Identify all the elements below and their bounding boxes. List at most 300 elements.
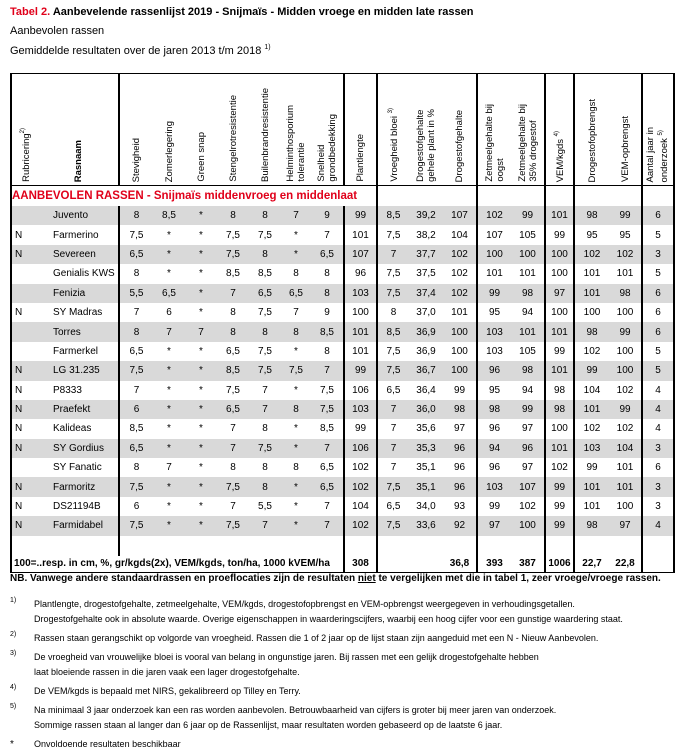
value-cell: 7	[324, 229, 330, 241]
value-cell: 96	[477, 458, 511, 477]
value-cell: *	[185, 206, 217, 225]
value-cell: 37,0	[416, 307, 436, 319]
value-cell: 9	[311, 206, 344, 225]
value-cell: 99	[545, 516, 574, 535]
section-header-row	[11, 186, 674, 207]
col-ds-opbrengst: Drogestofopbrengst	[574, 74, 609, 186]
rasnaam-cell: Genialis KWS	[53, 268, 115, 280]
ref-plantlengte: 308	[344, 556, 377, 573]
footnote-mark: 2)	[10, 631, 17, 638]
value-cell: 7,5	[249, 361, 281, 380]
value-cell: *	[185, 400, 217, 419]
value-cell: 101	[574, 497, 609, 516]
value-cell: 101	[344, 225, 377, 244]
value-cell: 6	[166, 307, 172, 319]
table-row	[11, 342, 674, 361]
header-row	[11, 74, 674, 186]
spacer-row	[11, 536, 674, 556]
value-cell: 7,5	[258, 229, 272, 241]
value-cell: 7	[293, 307, 299, 319]
value-cell: 100	[616, 501, 634, 513]
value-cell: 105	[519, 345, 536, 357]
value-cell: 9	[324, 307, 330, 319]
value-cell: *	[199, 307, 203, 319]
footnote-mark: 1)	[10, 597, 17, 604]
footnote-mark: 3)	[10, 650, 17, 657]
value-cell: 104	[451, 229, 468, 241]
value-cell: 6,5	[249, 284, 281, 303]
value-cell: 102	[574, 245, 609, 264]
value-cell: 37,5	[416, 268, 436, 280]
value-cell: 98	[477, 400, 511, 419]
value-cell: 94	[477, 439, 511, 458]
table-label: Tabel 2.	[10, 6, 51, 18]
value-cell: 7	[166, 462, 172, 474]
value-cell: 7	[153, 322, 185, 341]
table-row	[11, 419, 674, 438]
value-cell: 6,5	[320, 462, 334, 474]
value-cell: 7,5	[377, 284, 409, 303]
value-cell: 99	[477, 497, 511, 516]
col-helminthosporium: Helminthosporium tolerantie	[281, 74, 311, 186]
value-cell: 94	[521, 384, 534, 396]
value-cell: 99	[344, 361, 377, 380]
rasnaam-cell: SY Fanatic	[53, 462, 102, 474]
value-cell: 8	[377, 303, 409, 322]
value-cell: 98	[511, 284, 545, 303]
value-cell: 98	[545, 400, 574, 419]
value-cell: 8	[281, 400, 311, 419]
col-aantal-jaar: Aantal jaar in onderzoek $^{5)}$	[642, 74, 674, 186]
value-cell: 8,5	[153, 206, 185, 225]
value-cell: 7	[311, 439, 344, 458]
period-label: Gemiddelde resultaten over de jaren 2013 t/m 2018	[10, 45, 262, 57]
value-cell: 102	[574, 342, 609, 361]
value-cell: *	[167, 229, 171, 241]
value-cell: 8	[262, 462, 268, 474]
table-row	[11, 439, 674, 458]
value-cell: 3	[642, 477, 674, 496]
value-cell: 98	[574, 322, 609, 341]
value-cell: 96	[443, 477, 477, 496]
value-cell: 95	[619, 229, 631, 241]
value-cell: 101	[545, 439, 574, 458]
rubricering-cell	[11, 342, 39, 361]
value-cell: 99	[511, 206, 545, 225]
table-row	[11, 458, 674, 477]
rubricering-cell: N	[11, 245, 39, 264]
value-cell: 102	[574, 419, 609, 438]
table-row	[11, 322, 674, 341]
value-cell: *	[167, 268, 171, 280]
value-cell: 6,5	[226, 345, 240, 357]
value-cell: 8	[249, 206, 281, 225]
rubricering-cell: N	[11, 381, 39, 400]
footnote-mark: *	[10, 739, 14, 750]
value-cell: 7,5	[377, 477, 409, 496]
value-cell: 104	[574, 381, 609, 400]
value-cell: 96	[511, 439, 545, 458]
rasnaam-cell: Fenizia	[39, 284, 119, 303]
value-cell: 4	[642, 381, 674, 400]
value-cell: 98	[545, 381, 574, 400]
value-cell: 8,5	[226, 268, 240, 280]
value-cell: 98	[609, 284, 642, 303]
value-cell: 96	[477, 361, 511, 380]
value-cell: 8,5	[320, 423, 334, 435]
value-cell: 99	[453, 384, 466, 396]
value-cell: 35,1	[409, 477, 443, 496]
value-cell: 35,1	[416, 462, 436, 474]
rasnaam-cell: LG 31.235	[39, 361, 119, 380]
value-cell: 102	[616, 423, 634, 435]
value-cell: 8	[293, 462, 299, 474]
value-cell: 7,5	[217, 516, 249, 535]
value-cell: *	[281, 439, 311, 458]
value-cell: 7,5	[377, 225, 409, 244]
value-cell: 4	[642, 400, 674, 419]
footnote-ref: 1)	[264, 44, 271, 51]
col-vem-opbrengst: VEM-opbrengst	[609, 74, 642, 186]
rubricering-cell: N	[11, 303, 39, 322]
value-cell: 7	[311, 516, 344, 535]
value-cell: 98	[574, 516, 609, 535]
value-cell: 8	[230, 307, 236, 319]
value-cell: 99	[609, 322, 642, 341]
value-cell: *	[199, 423, 203, 435]
value-cell: 8	[324, 345, 330, 357]
value-cell: 104	[609, 439, 642, 458]
value-cell: 99	[344, 206, 377, 225]
value-cell: 36,4	[416, 384, 436, 396]
value-cell: 6	[642, 322, 674, 341]
rasnaam-cell: Praefekt	[39, 400, 119, 419]
value-cell: 5	[642, 264, 674, 283]
table-row	[11, 303, 674, 322]
table-row	[11, 477, 674, 496]
value-cell: 100	[477, 245, 511, 264]
value-cell: 96	[453, 462, 466, 474]
value-cell: 33,6	[409, 516, 443, 535]
value-cell: 107	[511, 477, 545, 496]
value-cell: 7,5	[377, 516, 409, 535]
ref-drogestofgehalte: 36,8	[443, 556, 477, 573]
value-cell: 8	[293, 268, 299, 280]
value-cell: 7,5	[119, 516, 153, 535]
col-builenbrand: Builenbrandresistentie	[249, 74, 281, 186]
col-ds-plant: Drogestofgehalte gehele plant in %	[409, 74, 443, 186]
value-cell: 7	[377, 458, 409, 477]
col-zetmeel-oogst: Zetmeelgehalte bij oogst	[477, 74, 511, 186]
value-cell: *	[153, 400, 185, 419]
value-cell: 36,7	[409, 361, 443, 380]
footnote-mark: 5)	[10, 703, 17, 710]
value-cell: 35,3	[409, 439, 443, 458]
table-row	[11, 245, 674, 264]
value-cell: 7	[249, 516, 281, 535]
value-cell: *	[167, 345, 171, 357]
col-green-snap: Green snap	[185, 74, 217, 186]
value-cell: 6	[119, 400, 153, 419]
value-cell: 6,5	[119, 342, 153, 361]
value-cell: 7	[377, 439, 409, 458]
value-cell: 8	[249, 245, 281, 264]
value-cell: 97	[545, 284, 574, 303]
value-cell: *	[281, 477, 311, 496]
col-stevigheid: Stevigheid	[119, 74, 153, 186]
table-row	[11, 497, 674, 516]
value-cell: 102	[519, 501, 536, 513]
value-cell: 7	[377, 245, 409, 264]
value-cell: 7,5	[249, 439, 281, 458]
value-cell: *	[294, 423, 298, 435]
value-cell: 100	[616, 307, 634, 319]
value-cell: 101	[616, 268, 634, 280]
value-cell: 7,5	[377, 361, 409, 380]
value-cell: 8	[119, 264, 153, 283]
value-cell: 7,5	[217, 245, 249, 264]
value-cell: 37,4	[409, 284, 443, 303]
col-zetmeel-35: Zetmeelgehalte bij 35% drogestof	[511, 74, 545, 186]
footnote-text: Drogestofgehalte ook in absolute waarde. Overige eigenschappen in waarderingscijfers, waarbij een hoog cijfer voor een gunstige waardering staat.	[34, 614, 623, 624]
value-cell: 8,5	[119, 419, 153, 438]
value-cell: 6	[642, 303, 674, 322]
col-zomerlegering: Zomerlegering	[153, 74, 185, 186]
table-body	[11, 206, 674, 536]
footnote-text: Rassen staan gerangschikt op volgorde van vroegheid. Rassen die 1 of 2 jaar op de lijst staan zijn aangeduid met een N - Nieuw Aanbevolen.	[34, 633, 599, 643]
footnote-text: De VEM/kgds is bepaald met NIRS, gekalibreerd op Tilley en Terry.	[34, 686, 301, 696]
value-cell: 98	[511, 361, 545, 380]
value-cell: *	[153, 477, 185, 496]
value-cell: 8	[249, 322, 281, 341]
value-cell: 8	[262, 423, 268, 435]
value-cell: 5	[642, 361, 674, 380]
value-cell: *	[199, 229, 203, 241]
col-vroegheid: Vroegheid bloei $^{3)}$	[377, 74, 409, 186]
value-cell: 102	[344, 477, 377, 496]
value-cell: 97	[521, 462, 534, 474]
value-cell: 99	[511, 400, 545, 419]
rubricering-cell	[11, 284, 39, 303]
value-cell: 100	[545, 264, 574, 283]
value-cell: 7	[217, 439, 249, 458]
value-cell: 7,5	[258, 345, 272, 357]
value-cell: 34,0	[416, 501, 436, 513]
value-cell: 97	[453, 423, 466, 435]
rasnaam-cell: Farmerino	[53, 229, 99, 241]
reference-label: 100=..resp. in cm, %, gr/kgds(2x), VEM/kgds, ton/ha, 1000 kVEM/ha	[11, 556, 344, 573]
value-cell: 95	[477, 303, 511, 322]
value-cell: 100	[443, 322, 477, 341]
value-cell: *	[185, 516, 217, 535]
value-cell: 7	[230, 423, 236, 435]
value-cell: 7	[217, 284, 249, 303]
value-cell: 4	[642, 516, 674, 535]
rasnaam-cell: Farmidabel	[39, 516, 119, 535]
value-cell: 7,5	[226, 229, 240, 241]
value-cell: 100	[451, 345, 468, 357]
nb-emphasis: niet	[357, 573, 376, 584]
value-cell: 36,9	[416, 345, 436, 357]
value-cell: 37,7	[409, 245, 443, 264]
value-cell: 8	[324, 268, 330, 280]
value-cell: 7	[377, 400, 409, 419]
table-row	[11, 361, 674, 380]
value-cell: *	[167, 384, 171, 396]
value-cell: 99	[545, 342, 574, 361]
value-cell: 101	[609, 477, 642, 496]
rubricering-cell: N	[11, 361, 39, 380]
value-cell: 103	[477, 477, 511, 496]
table-row	[11, 516, 674, 535]
rasnaam-cell: Juvento	[39, 206, 119, 225]
col-vem-kgds: VEM/kgds $^{4)}$	[545, 74, 574, 186]
value-cell: *	[185, 361, 217, 380]
value-cell: *	[153, 245, 185, 264]
value-cell: 6,5	[119, 439, 153, 458]
value-cell: 5,5	[258, 501, 272, 513]
value-cell: 99	[609, 206, 642, 225]
table-row	[11, 284, 674, 303]
value-cell: 39,2	[409, 206, 443, 225]
value-cell: 96	[443, 439, 477, 458]
value-cell: 93	[453, 501, 466, 513]
value-cell: 99	[477, 284, 511, 303]
value-cell: 107	[344, 245, 377, 264]
value-cell: 7	[119, 303, 153, 322]
value-cell: 7,5	[311, 400, 344, 419]
value-cell: 7	[281, 206, 311, 225]
rubricering-cell: N	[11, 225, 39, 244]
value-cell: 101	[451, 307, 468, 319]
value-cell: *	[294, 345, 298, 357]
value-cell: 3	[642, 497, 674, 516]
value-cell: 107	[443, 206, 477, 225]
value-cell: *	[199, 462, 203, 474]
value-cell: 101	[574, 264, 609, 283]
value-cell: 96	[344, 264, 377, 283]
value-cell: 101	[574, 284, 609, 303]
value-cell: 99	[609, 400, 642, 419]
value-cell: *	[294, 384, 298, 396]
rasnaam-cell: SY Gordius	[39, 439, 119, 458]
rubricering-cell	[11, 322, 39, 341]
rubricering-cell	[11, 206, 39, 225]
value-cell: 99	[545, 225, 574, 244]
value-cell: 101	[545, 322, 574, 341]
value-cell: 105	[519, 229, 536, 241]
value-cell: 103	[344, 400, 377, 419]
value-cell: 101	[574, 400, 609, 419]
value-cell: 100	[545, 245, 574, 264]
value-cell: 99	[574, 458, 609, 477]
value-cell: 100	[545, 303, 574, 322]
value-cell: 35,6	[416, 423, 436, 435]
value-cell: 8	[311, 284, 344, 303]
table-row	[11, 206, 674, 225]
value-cell: 102	[344, 458, 377, 477]
section-title: AANBEVOLEN RASSEN - Snijmaïs middenvroeg en middenlaat	[11, 186, 377, 207]
value-cell: 102	[616, 384, 634, 396]
value-cell: 8,5	[377, 206, 409, 225]
value-cell: 8	[119, 206, 153, 225]
value-cell: 100	[609, 361, 642, 380]
ref-ds-opbrengst: 22,7	[574, 556, 609, 573]
value-cell: 103	[477, 322, 511, 341]
value-cell: 7	[249, 400, 281, 419]
rubricering-cell: N	[11, 439, 39, 458]
value-cell: 6,5	[311, 245, 344, 264]
footnote-text: laat bloeiende rassen in die jaren vaak een lager drogestofgehalte.	[34, 667, 300, 677]
value-cell: *	[294, 229, 298, 241]
value-cell: 97	[609, 516, 642, 535]
value-cell: 7,5	[226, 384, 240, 396]
value-cell: *	[199, 268, 203, 280]
rubricering-cell: N	[11, 497, 39, 516]
value-cell: 8	[230, 462, 236, 474]
value-cell: 8,5	[377, 322, 409, 341]
value-cell: 8	[119, 458, 153, 477]
value-cell: 6	[642, 284, 674, 303]
value-cell: 102	[344, 516, 377, 535]
value-cell: 102	[443, 245, 477, 264]
rasnaam-cell: DS21194B	[53, 501, 101, 513]
value-cell: 95	[574, 225, 609, 244]
value-cell: 6	[119, 497, 153, 516]
value-cell: 8,5	[217, 361, 249, 380]
value-cell: 8,5	[258, 268, 272, 280]
value-cell: 107	[477, 225, 511, 244]
footnote-text: Na minimaal 3 jaar onderzoek kan een ras worden aanbevolen. Betrouwbaarheid van cijfers is groter bij meer jaren van onderzoek.	[34, 705, 557, 715]
value-cell: 6,5	[377, 497, 409, 516]
value-cell: 101	[545, 206, 574, 225]
table-row	[11, 264, 674, 283]
rubricering-cell: N	[11, 477, 39, 496]
value-cell: 101	[574, 477, 609, 496]
footnote-text: Onvoldoende resultaten beschikbaar	[34, 739, 181, 749]
value-cell: 102	[609, 245, 642, 264]
value-cell: *	[153, 439, 185, 458]
value-cell: 7,5	[119, 477, 153, 496]
value-cell: 7,5	[377, 342, 409, 361]
rassen-table	[10, 73, 675, 573]
value-cell: 7	[230, 501, 236, 513]
value-cell: 101	[344, 342, 377, 361]
table-title	[10, 6, 473, 18]
value-cell: 102	[451, 268, 468, 280]
value-cell: 100	[545, 419, 574, 438]
value-cell: *	[199, 345, 203, 357]
rasnaam-cell: P8333	[53, 384, 82, 396]
rasnaam-cell: Severeen	[39, 245, 119, 264]
col-rasnaam: Rasnaam	[39, 74, 119, 186]
value-cell: 6	[642, 458, 674, 477]
value-cell: 36,0	[409, 400, 443, 419]
rubricering-cell	[11, 458, 39, 477]
rasnaam-cell: Farmoritz	[39, 477, 119, 496]
value-cell: *	[294, 501, 298, 513]
value-cell: 5,5	[119, 284, 153, 303]
table-row	[11, 225, 674, 244]
value-cell: 100	[616, 345, 634, 357]
rasnaam-cell: SY Madras	[53, 307, 103, 319]
value-cell: 100	[574, 303, 609, 322]
value-cell: 5	[642, 225, 674, 244]
value-cell: *	[153, 516, 185, 535]
value-cell: *	[185, 284, 217, 303]
value-cell: 100	[344, 303, 377, 322]
value-cell: 7	[324, 501, 330, 513]
